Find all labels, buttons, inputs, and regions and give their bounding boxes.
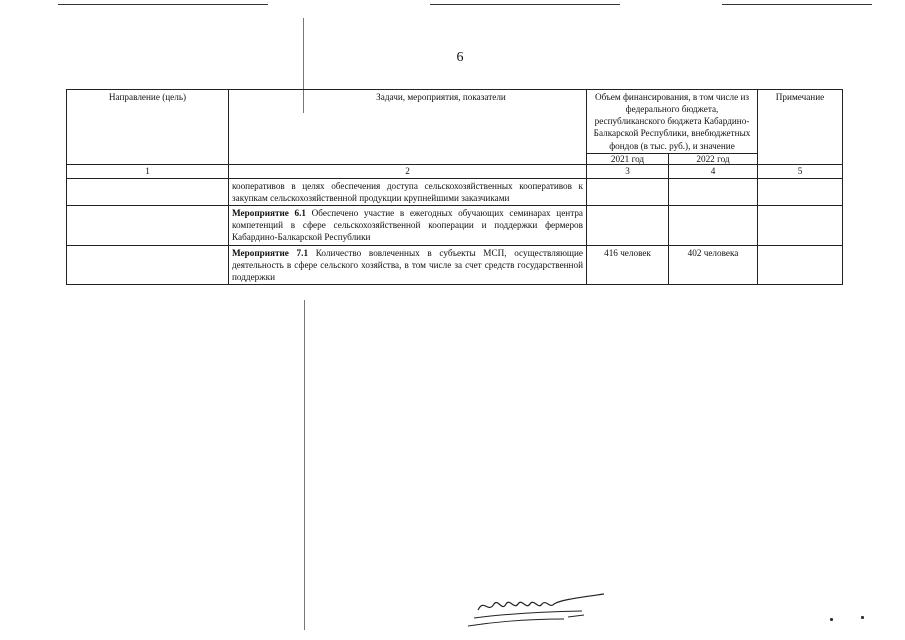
task-text: кооперативов в целях обеспечения доступа сельскохозяйственных кооперативов к закупкам сельскохозяйственной продукции крупнейшими заказчиками [232, 180, 583, 203]
task-cell [229, 206, 587, 245]
column-number: 2 [229, 165, 587, 179]
page-number: 6 [456, 50, 464, 65]
note-cell [758, 178, 843, 205]
scan-border-line [430, 4, 620, 5]
column-number: 4 [669, 165, 758, 179]
direction-cell [67, 178, 229, 205]
table-row [67, 178, 843, 205]
note-cell [758, 206, 843, 245]
note-cell [758, 245, 843, 284]
direction-cell [67, 245, 229, 284]
header-financing: Объем финансирования, в том числе из федерального бюджета, республиканского бюджета Кабардино-Балкарской Республики, внебюджетных фондов (в тыс. руб.), и значение [587, 90, 758, 154]
header-year-2022: 2022 год [669, 153, 758, 165]
scan-border-line [58, 4, 268, 5]
task-cell [229, 245, 587, 284]
task-prefix: Мероприятие 7.1 [232, 247, 309, 258]
scan-border-line [722, 4, 872, 5]
task-text: Обеспечено участие в ежегодных обучающих семинарах центра компетенций в сфере сельскохозяйственной кооперации и поддержки фермеров Кабардино-Балкарской Республики [232, 208, 583, 243]
header-direction: Направление (цель) [67, 90, 229, 165]
value-2021-cell [587, 178, 669, 205]
header-year-2021: 2021 год [587, 153, 669, 165]
scan-speck [830, 618, 833, 621]
task-prefix: Мероприятие 6.1 [232, 208, 307, 219]
program-table [66, 89, 843, 285]
value-2021-cell: 416 человек [587, 245, 669, 284]
scan-speck [861, 616, 864, 619]
signature-image [464, 584, 614, 628]
task-cell [229, 178, 587, 205]
value-2021-cell [587, 206, 669, 245]
column-number: 3 [587, 165, 669, 179]
value-2022-cell [669, 178, 758, 205]
column-number: 1 [67, 165, 229, 179]
header-tasks: Задачи, мероприятия, показатели [229, 90, 587, 165]
header-note: Примечание [758, 90, 843, 165]
task-text: Количество вовлеченных в субъекты МСП, осуществляющие деятельность в сфере сельского хозяйства, в том числе за счет средств государственной поддержки [232, 247, 584, 282]
value-2022-cell: 402 человека [669, 245, 758, 284]
table-header-row [67, 90, 843, 154]
column-number: 5 [758, 165, 843, 179]
table-row [67, 245, 843, 284]
scan-fold-line [304, 300, 305, 630]
direction-cell [67, 206, 229, 245]
value-2022-cell [669, 206, 758, 245]
column-numbers-row [67, 165, 843, 179]
table-row [67, 206, 843, 245]
